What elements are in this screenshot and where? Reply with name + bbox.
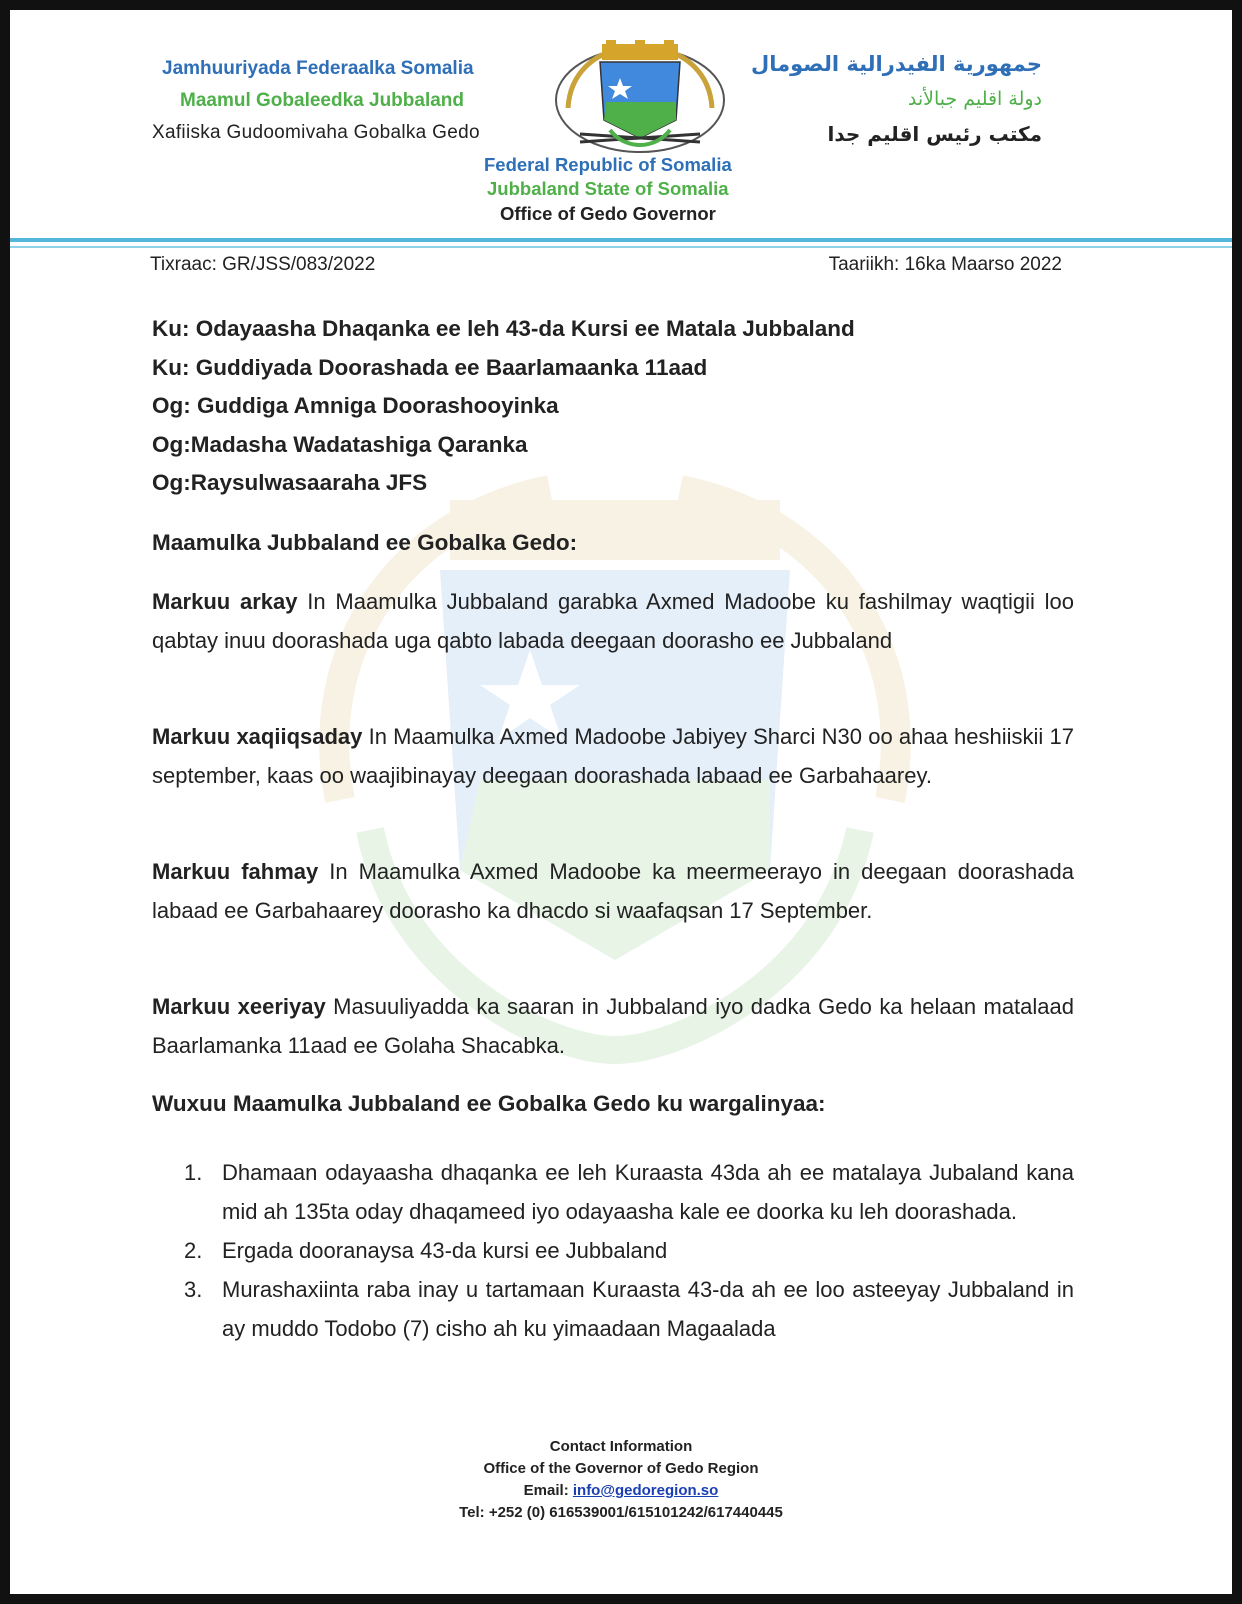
header-right-line2: دولة اقليم جبالأند — [907, 88, 1042, 110]
paragraph — [152, 717, 1074, 795]
list-number: 1. — [184, 1160, 203, 1185]
letter-date: Taariikh: 16ka Maarso 2022 — [828, 254, 1062, 275]
jubbaland-seal-icon — [540, 38, 740, 158]
recipient-line: Og:Raysulwasaaraha JFS — [152, 470, 428, 495]
letter-page — [10, 10, 1232, 1594]
list-item — [152, 1231, 1074, 1270]
paragraph-text: In Maamulka Axmed Madoobe ka meermeerayo in deegaan doorashada labaad ee Garbahaarey doorasho ka dhacdo si waafaqsan 17 September. — [152, 859, 1074, 923]
header-left-line3: Xafiiska Gudoomivaha Gobalka Gedo — [152, 122, 480, 143]
list-number: 3. — [184, 1277, 203, 1302]
paragraph — [152, 582, 1074, 660]
contact-title: Contact Information — [549, 1438, 693, 1455]
contact-office: Office of the Governor of Gedo Region — [483, 1460, 759, 1477]
list-item — [152, 1153, 1074, 1231]
contact-tel: Tel: +252 (0) 616539001/615101242/617440445 — [459, 1504, 783, 1521]
list-number: 2. — [184, 1238, 203, 1263]
reference-number: Tixraac: GR/JSS/083/2022 — [150, 254, 376, 275]
section-heading: Wuxuu Maamulka Jubbaland ee Gobalka Gedo ku wargalinyaa: — [152, 1091, 826, 1116]
list-text: Murashaxiinta raba inay u tartamaan Kuraasta 43-da ah ee loo asteeyay Jubbaland in ay muddo Todobo (7) cisho ah ku yimaadaan Magaalada — [222, 1277, 1074, 1341]
paragraph-text: Masuuliyadda ka saaran in Jubbaland iyo dadka Gedo ka helaan matalaad Baarlamanka 11aad ee Golaha Shacabka. — [152, 994, 1074, 1058]
recipient-line: Og:Madasha Wadatashiga Qaranka — [152, 432, 528, 457]
paragraph — [152, 852, 1074, 930]
header-left-line2: Maamul Gobaleedka Jubbaland — [180, 90, 465, 111]
header-rule — [10, 238, 1232, 242]
paragraph-lead: Markuu xeeriyay — [152, 994, 326, 1019]
numbered-list — [152, 1153, 1074, 1348]
header-center-line3: Office of Gedo Governor — [500, 203, 716, 224]
recipient-line: Ku: Odayaasha Dhaqanka ee leh 43-da Kursi ee Matala Jubbaland — [152, 316, 855, 341]
contact-email — [10, 1482, 1232, 1499]
email-link[interactable]: info@gedoregion.so — [572, 1482, 719, 1499]
recipient-line: Ku: Guddiyada Doorashada ee Baarlamaanka 11aad — [152, 355, 708, 380]
contact-email-label: Email: — [523, 1482, 573, 1499]
header-center-line2: Jubbaland State of Somalia — [487, 178, 729, 199]
paragraph — [152, 987, 1074, 1065]
paragraph-text: In Maamulka Axmed Madoobe Jabiyey Sharci N30 oo ahaa heshiiskii 17 september, kaas oo waajibinayay deegaan doorashada labaad ee Garbahaarey. — [152, 724, 1074, 788]
paragraph-lead: Markuu xaqiiqsaday — [152, 724, 363, 749]
section-heading: Maamulka Jubbaland ee Gobalka Gedo: — [152, 530, 578, 555]
paragraph-lead: Markuu arkay — [152, 589, 298, 614]
header-rule-thin — [10, 246, 1232, 248]
recipient-line: Og: Guddiga Amniga Doorashooyinka — [152, 393, 559, 418]
paragraph-lead: Markuu fahmay — [152, 859, 319, 884]
list-text: Ergada dooranaysa 43-da kursi ee Jubbaland — [222, 1238, 668, 1263]
list-text: Dhamaan odayaasha dhaqanka ee leh Kuraasta 43da ah ee matalaya Jubaland kana mid ah 135ta oday dhaqameed iyo odayaasha kale ee doorka ku leh doorashada. — [222, 1160, 1074, 1224]
header-right-line1: جمهورية الفيدرالية الصومال — [750, 52, 1042, 76]
header-left-line1: Jamhuuriyada Federaalka Somalia — [162, 58, 474, 79]
header-right-line3: مكتب رئيس اقليم جدا — [827, 122, 1042, 146]
list-item — [152, 1270, 1074, 1348]
header-center-line1: Federal Republic of Somalia — [484, 154, 732, 175]
paragraph-text: In Maamulka Jubbaland garabka Axmed Madoobe ku fashilmay waqtigii loo qabtay inuu doorashada uga qabto labada deegaan doorasho ee Jubbaland — [152, 589, 1074, 653]
